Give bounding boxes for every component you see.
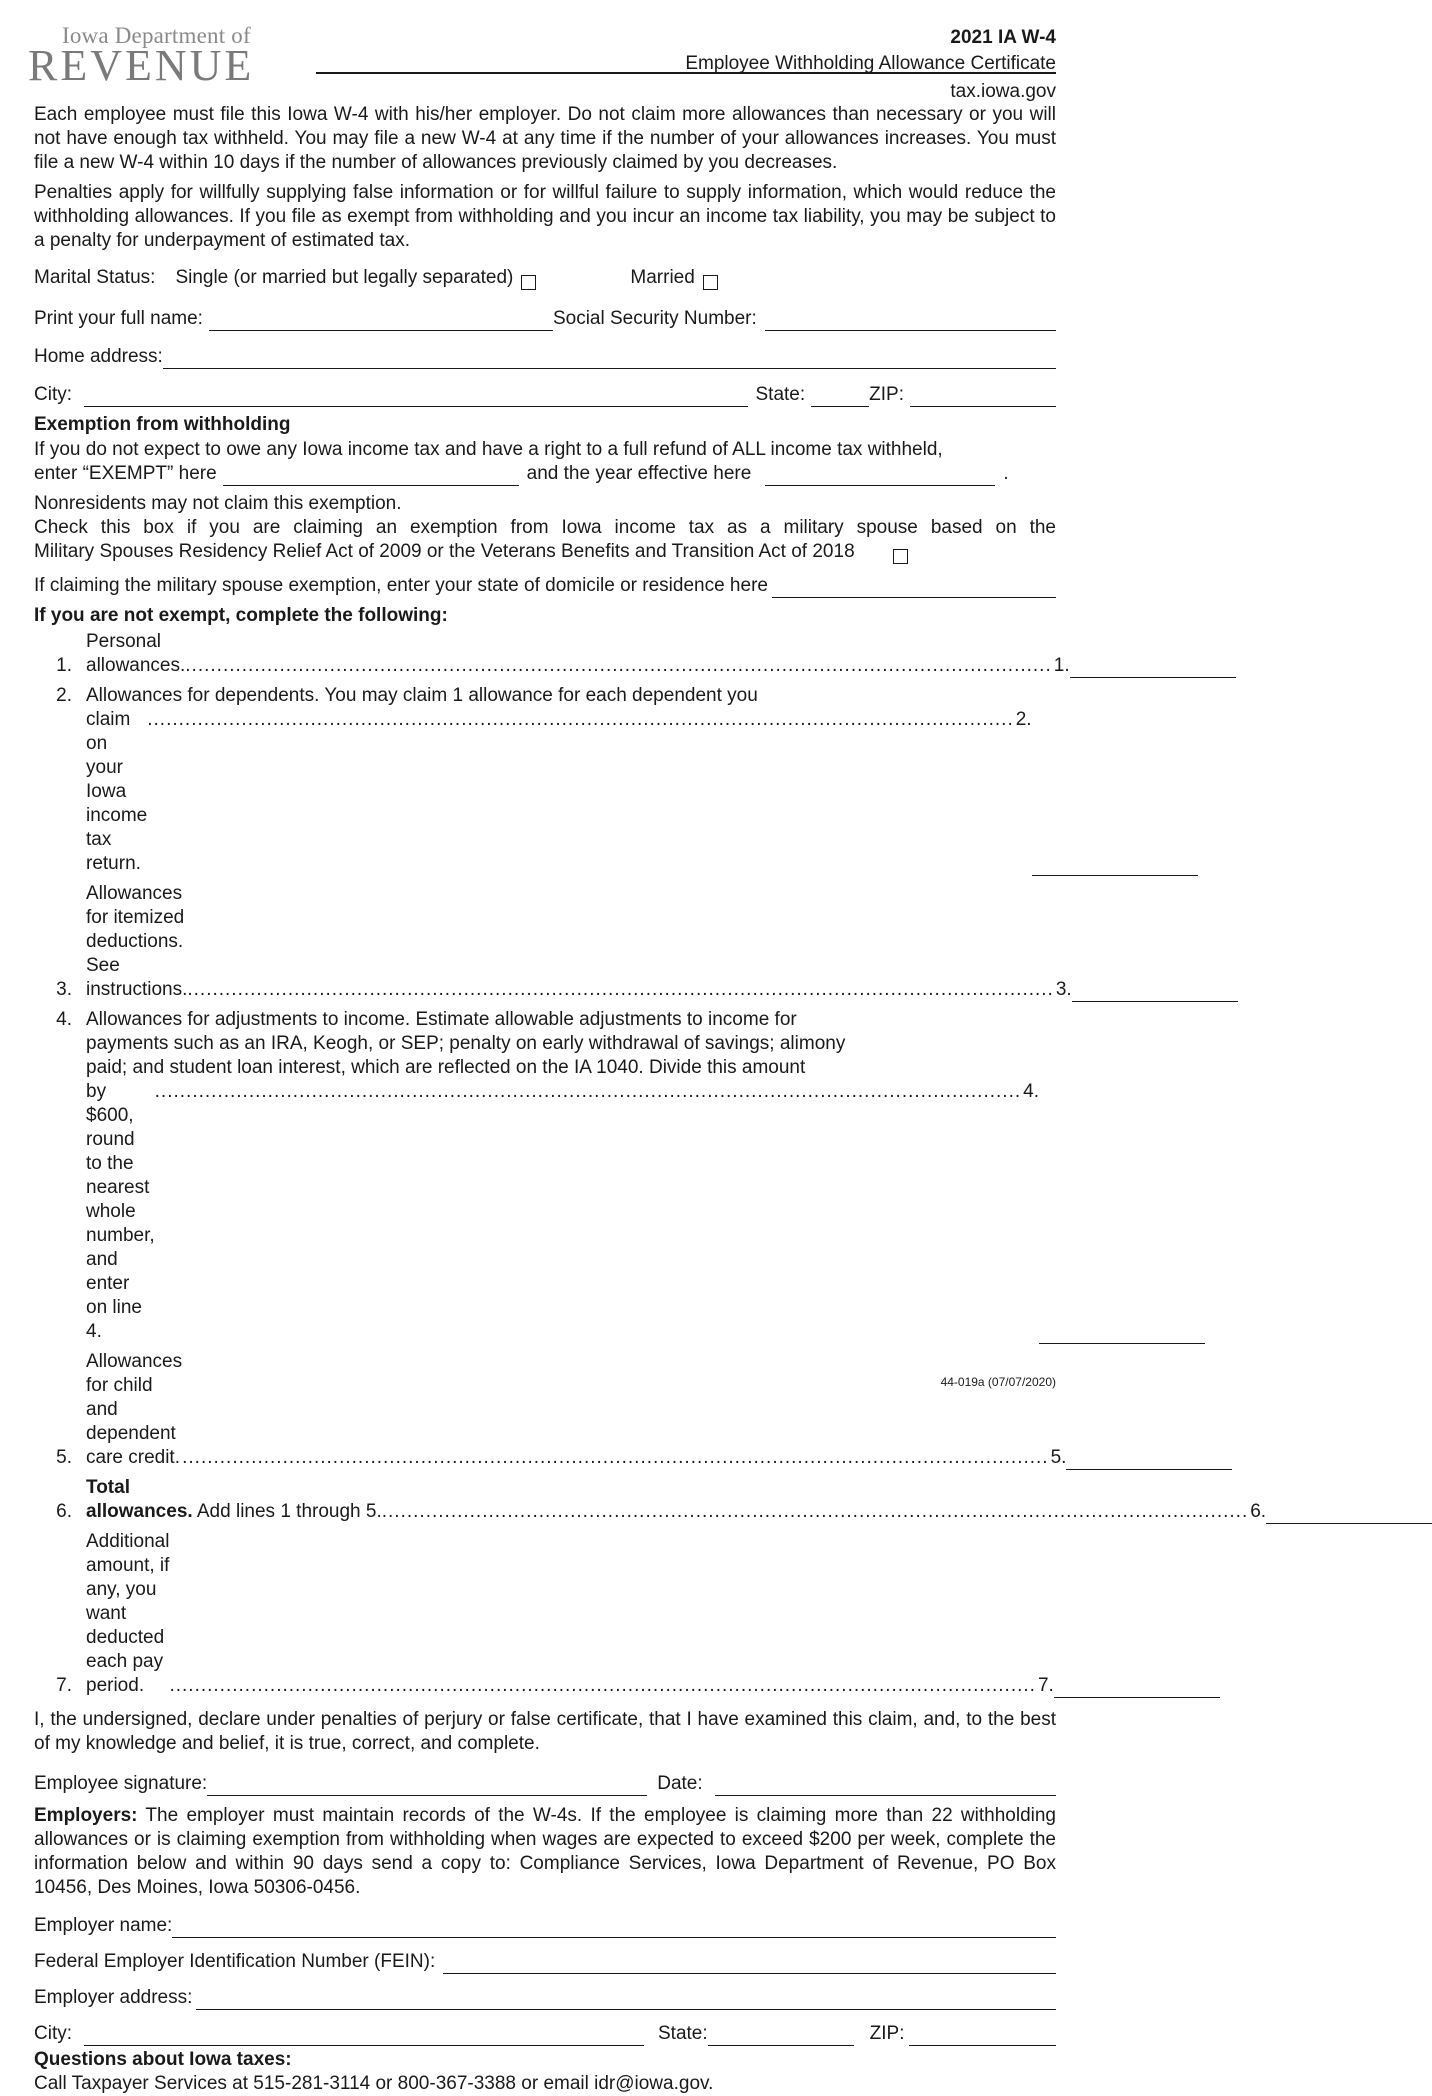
dependents-allowances-field[interactable] bbox=[1032, 855, 1198, 876]
item-text-line: Allowances for adjustments to income. Estimate allowable adjustments to income for bbox=[86, 1009, 797, 1030]
item-number: 6. bbox=[56, 1501, 72, 1522]
ssn-field[interactable] bbox=[765, 310, 1056, 331]
allowance-item-3 bbox=[34, 882, 1072, 1002]
child-care-credit-field[interactable] bbox=[1066, 1449, 1232, 1470]
item-number: 2. bbox=[56, 685, 72, 706]
state-label: State: bbox=[755, 384, 806, 405]
leader-dots: .......................................................................................................................................... bbox=[154, 1081, 1022, 1102]
item-text: Personal allowances. bbox=[86, 631, 186, 676]
item-text: by $600, round to the nearest whole number, and enter on line 4. bbox=[86, 1081, 155, 1342]
domicile-label: If claiming the military spouse exemption, enter your state of domicile or residence here bbox=[34, 575, 768, 596]
item-text: Additional amount, if any, you want deducted each pay period. bbox=[86, 1531, 170, 1696]
questions-contact: Call Taxpayer Services at 515-281-3114 or 800-367-3388 or email idr@iowa.gov. bbox=[34, 2073, 714, 2094]
employer-address-field[interactable] bbox=[196, 1989, 1056, 2010]
fein-label: Federal Employer Identification Number (FEIN): bbox=[34, 1951, 436, 1972]
married-checkbox[interactable] bbox=[703, 275, 718, 290]
item-line-label: 4. bbox=[1023, 1081, 1039, 1102]
employers-label: Employers: bbox=[34, 1805, 138, 1826]
employer-name-label: Employer name: bbox=[34, 1915, 173, 1936]
item-number: 1. bbox=[56, 655, 72, 676]
nonresidents-note: Nonresidents may not claim this exemption. bbox=[34, 493, 402, 514]
employer-city-state-zip-row bbox=[34, 2022, 1056, 2046]
allowances-heading: If you are not exempt, complete the following: bbox=[34, 605, 448, 626]
signature-row bbox=[34, 1772, 1056, 1796]
employee-signature-label: Employee signature: bbox=[34, 1773, 208, 1794]
city-label: City: bbox=[34, 384, 72, 405]
website: tax.iowa.gov bbox=[950, 81, 1056, 102]
employer-city-field[interactable] bbox=[84, 2025, 644, 2046]
exemption-text-line: If you do not expect to owe any Iowa income tax and have a right to a full refund of ALL income tax withheld, bbox=[34, 439, 943, 460]
leader-dots: .......................................................................................................................................... bbox=[185, 655, 1052, 676]
item-line-label: 5. bbox=[1050, 1447, 1067, 1468]
form-header bbox=[685, 26, 1056, 104]
allowance-item-2 bbox=[34, 684, 1056, 876]
domicile-row bbox=[34, 574, 1056, 598]
employee-signature-field[interactable] bbox=[207, 1775, 647, 1796]
item-line-label: 3. bbox=[1055, 979, 1072, 1000]
full-name-label: Print your full name: bbox=[34, 308, 203, 329]
zip-label: ZIP: bbox=[869, 384, 904, 405]
intro-paragraph-1: Each employee must file this Iowa W-4 with his/her employer. Do not claim more allowances than necessary or you will not have enough tax withheld. You may file a new W-4 at any time if the number of your allowances increases. You must file a new W-4 within 10 days if the number of allowances previously claimed by you decreases. bbox=[34, 104, 1056, 173]
leader-dots: .......................................................................................................................................... bbox=[187, 979, 1054, 1000]
exempt-entry-row bbox=[34, 462, 1056, 486]
item-line-label: 6. bbox=[1250, 1501, 1267, 1522]
item-text-bold: Total allowances. bbox=[86, 1477, 193, 1522]
date-field[interactable] bbox=[715, 1775, 1056, 1796]
employers-text: The employer must maintain records of the W-4s. If the employee is claiming more than 22 withholding allowances or is claiming exemption from withholding when wages are expected to exceed $200 per week, complete the information below and within 90 days send a copy to: Compliance Services, Iowa Department of Revenue, PO Box 10456, Des Moines, Iowa 50306-0456. bbox=[34, 1805, 1056, 1898]
leader-dots: .......................................................................................................................................... bbox=[169, 1675, 1036, 1696]
allowance-item-7 bbox=[34, 1530, 1056, 1698]
zip-field[interactable] bbox=[910, 386, 1056, 407]
year-effective-label: and the year effective here bbox=[526, 463, 752, 484]
name-ssn-row bbox=[34, 307, 1056, 331]
full-name-field[interactable] bbox=[209, 310, 553, 331]
exempt-label: enter “EXEMPT” here bbox=[34, 463, 217, 484]
allowance-item-6 bbox=[34, 1476, 1267, 1524]
logo-top-text: Iowa Department of bbox=[62, 23, 251, 48]
itemized-deductions-field[interactable] bbox=[1072, 981, 1238, 1002]
header-rule bbox=[316, 72, 1056, 74]
form-body bbox=[34, 103, 1267, 2096]
logo-revenue-text bbox=[28, 41, 278, 90]
personal-allowances-field[interactable] bbox=[1070, 657, 1236, 678]
item-text: Allowances for itemized deductions. See instructions. bbox=[86, 883, 188, 1000]
logo-revenue-word: REVENUE bbox=[28, 41, 255, 90]
military-check-row bbox=[34, 540, 1056, 564]
married-label: Married bbox=[630, 267, 695, 288]
item-text: claim on your Iowa income tax return. bbox=[86, 709, 148, 874]
allowance-item-4 bbox=[34, 1008, 1056, 1344]
single-label: Single (or married but legally separated) bbox=[175, 267, 514, 288]
declaration: I, the undersigned, declare under penalties of perjury or false certificate, that I have examined this claim, and, to the best of my knowledge and belief, it is true, correct, and complete. bbox=[34, 1709, 1056, 1754]
single-checkbox[interactable] bbox=[521, 275, 536, 290]
item-number: 3. bbox=[56, 979, 72, 1000]
leader-dots: .......................................................................................................................................... bbox=[147, 709, 1014, 730]
fein-row bbox=[34, 1950, 1056, 1974]
form-code: 2021 IA W-4 bbox=[950, 27, 1056, 48]
employer-city-label: City: bbox=[34, 2023, 72, 2044]
item-text-line: payments such as an IRA, Keogh, or SEP; penalty on early withdrawal of savings; alimony bbox=[86, 1033, 846, 1054]
leader-dots: .......................................................................................................................................... bbox=[381, 1501, 1249, 1522]
exempt-field[interactable] bbox=[223, 465, 519, 486]
city-state-zip-row bbox=[34, 383, 1056, 407]
item-number: 7. bbox=[56, 1675, 72, 1696]
total-allowances-field[interactable] bbox=[1266, 1503, 1432, 1524]
home-address-label: Home address: bbox=[34, 346, 163, 367]
item-text-line: paid; and student loan interest, which are reflected on the IA 1040. Divide this amount bbox=[86, 1057, 806, 1078]
employer-address-row bbox=[34, 1986, 1056, 2010]
employer-name-field[interactable] bbox=[172, 1917, 1056, 1938]
questions-heading: Questions about Iowa taxes: bbox=[34, 2049, 292, 2070]
item-text: Add lines 1 through 5. bbox=[192, 1501, 382, 1522]
item-line-label: 7. bbox=[1037, 1675, 1054, 1696]
item-line-label: 1. bbox=[1053, 655, 1070, 676]
item-text-line: Allowances for dependents. You may claim 1 allowance for each dependent you bbox=[86, 685, 758, 706]
military-spouse-checkbox[interactable] bbox=[893, 549, 908, 564]
military-check-line-2: Military Spouses Residency Relief Act of 2009 or the Veterans Benefits and Transition Act of 2018 bbox=[34, 541, 855, 562]
ssn-label: Social Security Number: bbox=[552, 308, 757, 329]
city-field[interactable] bbox=[84, 386, 748, 407]
iowa-revenue-logo bbox=[28, 23, 278, 90]
exemption-heading: Exemption from withholding bbox=[34, 414, 291, 435]
year-effective-field[interactable] bbox=[765, 465, 995, 486]
fein-field[interactable] bbox=[443, 1953, 1056, 1974]
date-label: Date: bbox=[657, 1773, 703, 1794]
allowance-item-1 bbox=[34, 630, 1070, 678]
leader-dots: .......................................................................................................................................... bbox=[182, 1447, 1049, 1468]
item-number: 4. bbox=[56, 1009, 72, 1030]
employer-state-label: State: bbox=[658, 2023, 708, 2044]
form-revision-code: 44-019a (07/07/2020) bbox=[940, 1375, 1056, 1389]
home-address-field[interactable] bbox=[163, 348, 1056, 369]
employer-zip-label: ZIP: bbox=[869, 2023, 905, 2044]
home-address-row bbox=[34, 345, 1056, 369]
allowances-list bbox=[34, 630, 1267, 1698]
item-line-label: 2. bbox=[1015, 709, 1032, 730]
military-check-line-1: Check this box if you are claiming an exemption from Iowa income tax as a military spouse based on the bbox=[34, 517, 1056, 538]
domicile-field[interactable] bbox=[772, 577, 1056, 598]
intro-paragraph-2: Penalties apply for willfully supplying false information or for willful failure to supply information, which would reduce the withholding allowances. If you file as exempt from withholding and you incur an income tax liability, you may be subject to a penalty for underpayment of estimated tax. bbox=[34, 182, 1056, 251]
allowance-item-5 bbox=[34, 1350, 1067, 1470]
marital-status-row bbox=[34, 266, 1056, 290]
additional-amount-field[interactable] bbox=[1054, 1677, 1220, 1698]
item-number: 5. bbox=[56, 1447, 72, 1468]
employer-zip-field[interactable] bbox=[909, 2025, 1057, 2046]
employers-paragraph bbox=[34, 1804, 1056, 1900]
employer-address-label: Employer address: bbox=[34, 1987, 193, 2008]
adjustments-allowances-field[interactable] bbox=[1039, 1323, 1205, 1344]
employer-name-row bbox=[34, 1914, 1056, 1938]
state-field[interactable] bbox=[811, 386, 869, 407]
employer-state-field[interactable] bbox=[708, 2025, 854, 2046]
marital-status-label: Marital Status: bbox=[34, 267, 156, 288]
form-title: Employee Withholding Allowance Certificate bbox=[685, 53, 1056, 74]
exempt-period: . bbox=[1003, 463, 1009, 484]
item-text: Allowances for child and dependent care credit. bbox=[86, 1351, 183, 1468]
